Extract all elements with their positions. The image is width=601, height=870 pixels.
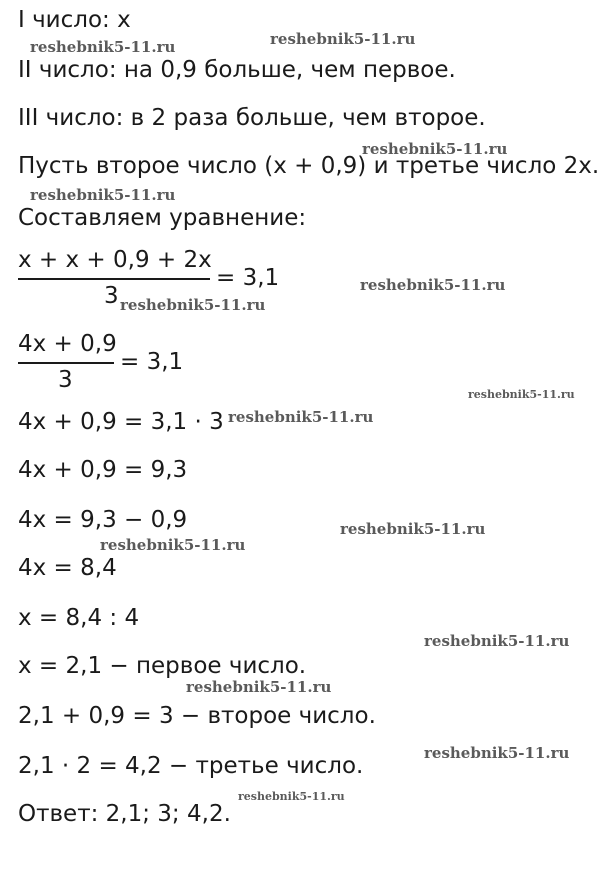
line-let: Пусть второе число (x + 0,9) и третье число 2x.: [18, 153, 600, 179]
watermark: reshebnik5-11.ru: [228, 408, 374, 426]
watermark: reshebnik5-11.ru: [186, 678, 332, 696]
fraction-2-denominator: 3: [58, 367, 73, 393]
line-step-3: 4x = 9,3 − 0,9: [18, 507, 188, 533]
watermark: reshebnik5-11.ru: [30, 186, 176, 204]
line-third-number: III число: в 2 раза больше, чем второе.: [18, 105, 486, 131]
line-second-number: II число: на 0,9 больше, чем первое.: [18, 57, 456, 83]
fraction-equation-2: [18, 330, 218, 400]
fraction-2-rhs: = 3,1: [120, 349, 184, 375]
fraction-1-denominator: 3: [104, 283, 119, 309]
line-step-5: x = 8,4 : 4: [18, 605, 140, 631]
watermark: reshebnik5-11.ru: [340, 520, 486, 538]
line-step-1: 4x + 0,9 = 3,1 · 3: [18, 409, 224, 435]
line-result-third: 2,1 · 2 = 4,2 − третье число.: [18, 753, 364, 779]
fraction-1-bar: [18, 278, 210, 280]
line-result-first: x = 2,1 − первое число.: [18, 653, 307, 679]
watermark: reshebnik5-11.ru: [238, 790, 345, 803]
fraction-1-numerator: x + x + 0,9 + 2x: [18, 247, 212, 273]
fraction-1-rhs: = 3,1: [216, 265, 280, 291]
watermark: reshebnik5-11.ru: [120, 296, 266, 314]
line-first-number: I число: x: [18, 7, 131, 33]
line-step-2: 4x + 0,9 = 9,3: [18, 457, 188, 483]
line-result-second: 2,1 + 0,9 = 3 − второе число.: [18, 703, 376, 729]
watermark: reshebnik5-11.ru: [30, 38, 176, 56]
line-compose-equation: Составляем уравнение:: [18, 205, 307, 231]
fraction-2-bar: [18, 362, 114, 364]
line-step-4: 4x = 8,4: [18, 555, 117, 581]
watermark: reshebnik5-11.ru: [270, 30, 416, 48]
line-answer: Ответ: 2,1; 3; 4,2.: [18, 801, 231, 827]
watermark: reshebnik5-11.ru: [424, 632, 570, 650]
watermark: reshebnik5-11.ru: [468, 388, 575, 401]
watermark: reshebnik5-11.ru: [100, 536, 246, 554]
watermark: reshebnik5-11.ru: [362, 140, 508, 158]
fraction-2-numerator: 4x + 0,9: [18, 331, 117, 357]
watermark: reshebnik5-11.ru: [360, 276, 506, 294]
watermark: reshebnik5-11.ru: [424, 744, 570, 762]
